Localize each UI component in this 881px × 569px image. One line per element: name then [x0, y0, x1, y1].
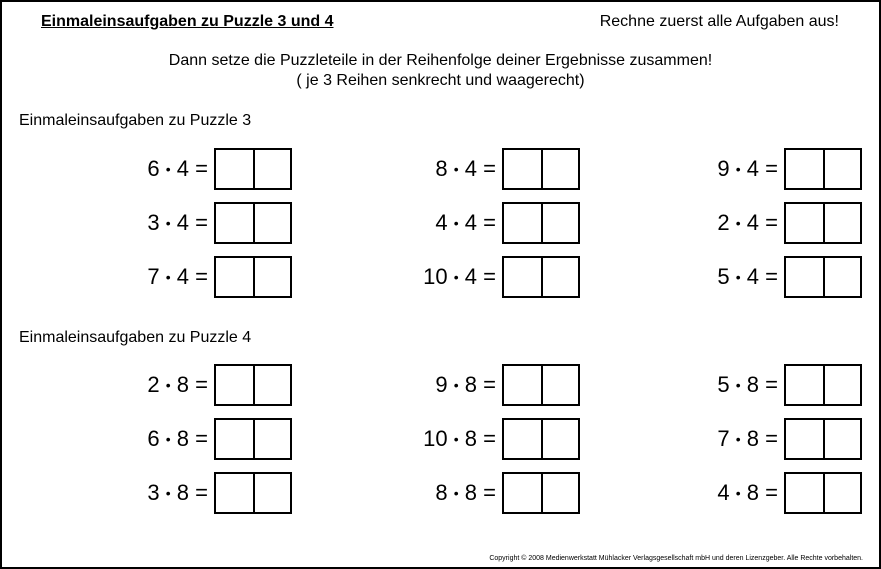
multiply-operator: •	[453, 485, 459, 501]
answer-box-tens[interactable]	[216, 204, 253, 242]
factor-b: 4	[746, 210, 760, 235]
factor-a: 10	[423, 426, 448, 451]
factor-a: 6	[147, 426, 160, 451]
answer-box-ones[interactable]	[253, 204, 290, 242]
factor-a: 4	[717, 480, 730, 505]
multiply-operator: •	[165, 215, 171, 231]
factor-a: 5	[717, 372, 730, 397]
multiply-operator: •	[165, 269, 171, 285]
multiplication-task	[104, 418, 292, 460]
answer-box-ones[interactable]	[823, 204, 860, 242]
multiply-operator: •	[453, 215, 459, 231]
answer-box-ones[interactable]	[253, 474, 290, 512]
answer-box-tens[interactable]	[504, 420, 541, 458]
factor-b: 8	[176, 480, 190, 505]
factor-b: 4	[176, 156, 190, 181]
answer-box-tens[interactable]	[504, 474, 541, 512]
factor-b: 4	[464, 156, 478, 181]
factor-a: 8	[435, 480, 448, 505]
factor-a: 5	[717, 264, 730, 289]
equals-sign: =	[765, 210, 778, 235]
answer-box-tens[interactable]	[216, 474, 253, 512]
answer-boxes	[784, 148, 862, 190]
task-expression	[392, 426, 502, 452]
answer-boxes	[214, 418, 292, 460]
multiply-operator: •	[165, 431, 171, 447]
task-expression	[674, 372, 784, 398]
task-expression	[104, 156, 214, 182]
answer-box-tens[interactable]	[216, 150, 253, 188]
factor-b: 4	[464, 210, 478, 235]
answer-box-ones[interactable]	[823, 258, 860, 296]
multiply-operator: •	[735, 485, 741, 501]
task-expression	[392, 264, 502, 290]
subtitle-line-1: Dann setze die Puzzleteile in der Reihenfolge deiner Ergebnisse zusammen!	[168, 52, 713, 69]
factor-b: 8	[464, 372, 478, 397]
answer-box-tens[interactable]	[216, 420, 253, 458]
section-label-puzzle-3: Einmaleinsaufgaben zu Puzzle 3	[19, 112, 252, 129]
answer-boxes	[784, 256, 862, 298]
section-label-puzzle-4: Einmaleinsaufgaben zu Puzzle 4	[19, 329, 252, 346]
factor-b: 4	[746, 264, 760, 289]
multiply-operator: •	[453, 269, 459, 285]
answer-boxes	[784, 364, 862, 406]
task-expression	[104, 372, 214, 398]
answer-box-ones[interactable]	[823, 150, 860, 188]
equals-sign: =	[195, 426, 208, 451]
equals-sign: =	[195, 480, 208, 505]
answer-boxes	[784, 472, 862, 514]
task-expression	[104, 210, 214, 236]
answer-box-ones[interactable]	[823, 366, 860, 404]
answer-boxes	[214, 256, 292, 298]
copyright-notice: Copyright © 2008 Medienwerkstatt Mühlacker Verlagsgesellschaft mbH und deren Lizenzgeber. Alle Rechte vorbehalten.	[489, 555, 863, 562]
equals-sign: =	[765, 480, 778, 505]
equals-sign: =	[765, 264, 778, 289]
task-expression	[104, 480, 214, 506]
multiplication-task	[674, 364, 862, 406]
factor-b: 4	[176, 264, 190, 289]
answer-box-tens[interactable]	[786, 420, 823, 458]
subtitle-line-2: ( je 3 Reihen senkrecht und waagerecht)	[296, 72, 585, 89]
equals-sign: =	[195, 210, 208, 235]
answer-boxes	[502, 364, 580, 406]
answer-box-tens[interactable]	[216, 366, 253, 404]
answer-box-ones[interactable]	[541, 420, 578, 458]
task-expression	[674, 426, 784, 452]
multiplication-task	[392, 148, 580, 190]
answer-box-ones[interactable]	[823, 474, 860, 512]
subtitle	[2, 51, 879, 91]
multiplication-task	[674, 202, 862, 244]
equals-sign: =	[765, 426, 778, 451]
factor-b: 4	[176, 210, 190, 235]
answer-box-ones[interactable]	[253, 258, 290, 296]
task-expression	[104, 426, 214, 452]
answer-box-tens[interactable]	[786, 204, 823, 242]
factor-b: 4	[464, 264, 478, 289]
factor-b: 8	[746, 426, 760, 451]
answer-boxes	[784, 418, 862, 460]
answer-boxes	[502, 202, 580, 244]
multiplication-task	[392, 472, 580, 514]
factor-a: 7	[147, 264, 160, 289]
multiply-operator: •	[735, 269, 741, 285]
answer-boxes	[502, 256, 580, 298]
multiply-operator: •	[165, 161, 171, 177]
multiplication-task	[392, 418, 580, 460]
multiplication-task	[104, 256, 292, 298]
factor-a: 9	[717, 156, 730, 181]
answer-box-tens[interactable]	[504, 366, 541, 404]
multiplication-task	[104, 364, 292, 406]
answer-box-ones[interactable]	[541, 204, 578, 242]
factor-b: 8	[464, 426, 478, 451]
answer-box-ones[interactable]	[541, 150, 578, 188]
factor-a: 10	[423, 264, 448, 289]
task-expression	[674, 210, 784, 236]
answer-box-tens[interactable]	[216, 258, 253, 296]
multiply-operator: •	[165, 485, 171, 501]
equals-sign: =	[483, 426, 496, 451]
multiply-operator: •	[735, 161, 741, 177]
equals-sign: =	[483, 210, 496, 235]
answer-box-ones[interactable]	[541, 474, 578, 512]
answer-boxes	[214, 364, 292, 406]
factor-a: 9	[435, 372, 448, 397]
answer-box-ones[interactable]	[823, 420, 860, 458]
factor-b: 8	[746, 372, 760, 397]
multiply-operator: •	[735, 215, 741, 231]
multiply-operator: •	[735, 377, 741, 393]
multiply-operator: •	[453, 431, 459, 447]
answer-box-ones[interactable]	[253, 420, 290, 458]
answer-boxes	[502, 418, 580, 460]
task-expression	[392, 480, 502, 506]
equals-sign: =	[195, 372, 208, 397]
equals-sign: =	[765, 156, 778, 181]
multiplication-task	[674, 256, 862, 298]
multiply-operator: •	[735, 431, 741, 447]
answer-box-ones[interactable]	[541, 258, 578, 296]
answer-boxes	[502, 472, 580, 514]
answer-box-tens[interactable]	[786, 150, 823, 188]
answer-boxes	[214, 202, 292, 244]
answer-box-tens[interactable]	[504, 204, 541, 242]
answer-box-tens[interactable]	[504, 258, 541, 296]
equals-sign: =	[195, 156, 208, 181]
answer-boxes	[214, 148, 292, 190]
task-expression	[104, 264, 214, 290]
factor-a: 2	[717, 210, 730, 235]
factor-b: 8	[464, 480, 478, 505]
page-title: Einmaleinsaufgaben zu Puzzle 3 und 4	[41, 13, 334, 30]
multiplication-task	[674, 148, 862, 190]
factor-a: 3	[147, 480, 160, 505]
multiplication-task	[674, 472, 862, 514]
answer-box-ones[interactable]	[253, 366, 290, 404]
factor-a: 3	[147, 210, 160, 235]
multiply-operator: •	[165, 377, 171, 393]
factor-a: 7	[717, 426, 730, 451]
factor-a: 6	[147, 156, 160, 181]
multiply-operator: •	[453, 161, 459, 177]
equals-sign: =	[765, 372, 778, 397]
instruction-text: Rechne zuerst alle Aufgaben aus!	[599, 13, 839, 30]
multiply-operator: •	[453, 377, 459, 393]
answer-box-tens[interactable]	[786, 366, 823, 404]
task-expression	[674, 480, 784, 506]
equals-sign: =	[483, 264, 496, 289]
multiplication-task	[104, 148, 292, 190]
answer-box-tens[interactable]	[504, 150, 541, 188]
answer-box-ones[interactable]	[541, 366, 578, 404]
answer-boxes	[502, 148, 580, 190]
factor-b: 4	[746, 156, 760, 181]
answer-box-tens[interactable]	[786, 258, 823, 296]
task-expression	[392, 210, 502, 236]
factor-b: 8	[176, 372, 190, 397]
factor-b: 8	[746, 480, 760, 505]
answer-box-ones[interactable]	[253, 150, 290, 188]
answer-box-tens[interactable]	[786, 474, 823, 512]
task-expression	[392, 156, 502, 182]
multiplication-task	[674, 418, 862, 460]
equals-sign: =	[195, 264, 208, 289]
multiplication-task	[392, 202, 580, 244]
answer-boxes	[214, 472, 292, 514]
factor-a: 2	[147, 372, 160, 397]
equals-sign: =	[483, 372, 496, 397]
task-expression	[392, 372, 502, 398]
multiplication-task	[104, 472, 292, 514]
factor-a: 4	[435, 210, 448, 235]
equals-sign: =	[483, 156, 496, 181]
answer-boxes	[784, 202, 862, 244]
multiplication-task	[104, 202, 292, 244]
multiplication-task	[392, 256, 580, 298]
task-expression	[674, 156, 784, 182]
task-expression	[674, 264, 784, 290]
multiplication-task	[392, 364, 580, 406]
equals-sign: =	[483, 480, 496, 505]
factor-a: 8	[435, 156, 448, 181]
factor-b: 8	[176, 426, 190, 451]
